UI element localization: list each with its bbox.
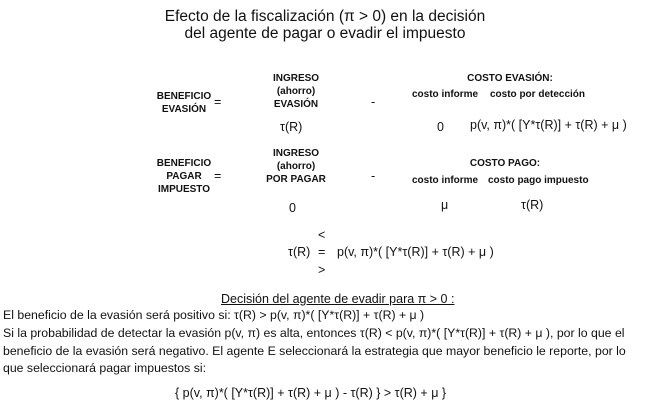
beneficio-pagar-label: BENEFICIO PAGAR IMPUESTO: [156, 158, 212, 195]
costo-evasion-title: COSTO EVASIÓN:: [467, 73, 553, 84]
comparison-equals: =: [318, 245, 326, 259]
minus-sign-2: -: [371, 169, 376, 183]
decision-line-1: El beneficio de la evasión será positivo si: τ(R) > p(v, π)*( [Υ*τ(R)] + τ(R) + μ ): [3, 308, 425, 322]
equals-sign-2: =: [214, 169, 222, 183]
comparison-rhs: p(v, π)*( [Υ*τ(R)] + τ(R) + μ ): [337, 245, 494, 259]
title-line-1: Efecto de la fiscalización (π > 0) en la decisión: [164, 8, 486, 25]
ingreso-evasion-value: τ(R): [280, 120, 303, 134]
ingreso-evasion-label: INGRESO (ahorro) EVASIÓN: [272, 73, 320, 110]
decision-paragraph: Si la probabilidad de detectar la evasión p(v, π) es alta, entonces τ(R) < p(v, π)*( [Υ*τ(R)] + τ(R) + μ ), por lo que el beneficio de la evasión será negativo. El agente E seleccionará la estrategia que mayor beneficio le reporte, por lo que seleccionará pagar impuestos si:: [3, 326, 626, 375]
minus-sign-1: -: [371, 95, 376, 109]
beneficio-evasion-label: BENEFICIO EVASIÓN: [156, 91, 212, 115]
less-than-sign: <: [318, 228, 326, 242]
title-line-2: del agente de pagar o evadir el impuesto: [184, 25, 466, 42]
greater-than-sign: >: [318, 263, 326, 277]
costo-deteccion-formula: p(v, π)*( [Υ*τ(R)] + τ(R) + μ ): [470, 118, 627, 132]
costo-pago-title: COSTO PAGO:: [469, 158, 541, 169]
final-formula: { p(v, π)*( [Υ*τ(R)] + τ(R) + μ ) - τ(R) } > τ(R) + μ }: [175, 386, 447, 400]
costo-deteccion-label: costo por detección: [490, 89, 586, 100]
comparison-lhs: τ(R): [288, 245, 311, 259]
costo-informe-value-1: 0: [437, 120, 444, 134]
costo-informe-value-2: μ: [441, 198, 449, 212]
ingreso-pagar-value: 0: [289, 201, 296, 215]
costo-informe-label-1: costo informe: [412, 89, 479, 100]
costo-informe-label-2: costo informe: [412, 175, 479, 186]
costo-pago-impuesto-value: τ(R): [521, 198, 544, 212]
decision-heading: Decisión del agente de evadir para π > 0 :: [221, 292, 455, 306]
costo-pago-impuesto-label: costo pago impuesto: [488, 175, 589, 186]
ingreso-pagar-label: INGRESO (ahorro) POR PAGAR: [266, 148, 326, 185]
equals-sign-1: =: [214, 95, 222, 109]
